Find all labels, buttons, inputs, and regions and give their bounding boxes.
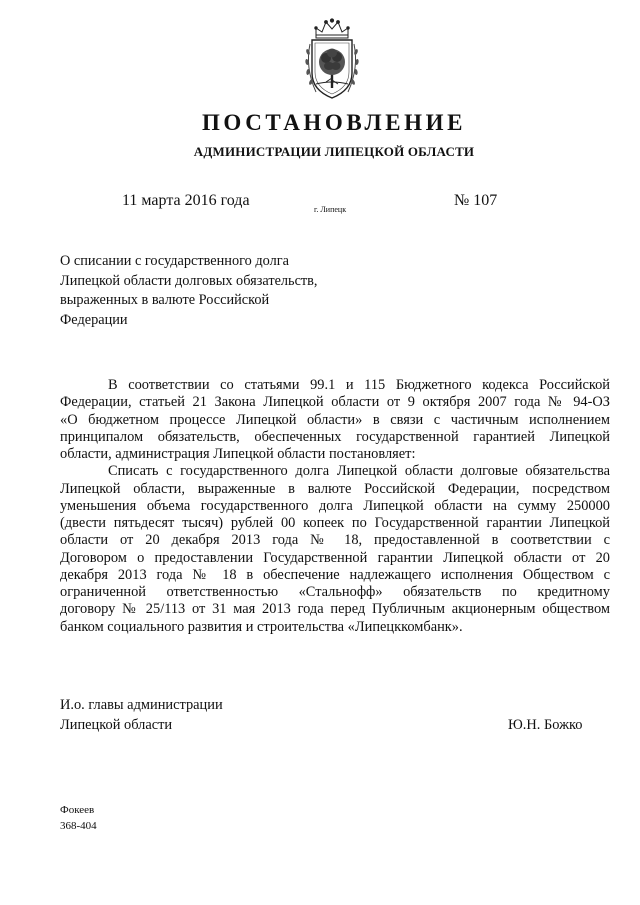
body-line: декабря 2013 года № 18 в обеспечение надлежащего исполнения Обществом с bbox=[60, 566, 610, 583]
signer-name: Ю.Н. Божко bbox=[508, 717, 583, 733]
subject-line: выраженных в валюте Российской bbox=[60, 292, 270, 309]
body-line: области от 20 декабря 2013 года № 18, предоставленной в соответствии с bbox=[60, 532, 610, 549]
body-line: банком социального развития и строительства «Липецккомбанк». bbox=[60, 618, 463, 635]
body-line: (двести пятьдесят тысяч) рублей 00 копеек по Государственной гарантии Липецкой bbox=[60, 515, 610, 531]
document-date: 11 марта 2016 года bbox=[122, 192, 250, 209]
coat-of-arms-emblem bbox=[302, 18, 362, 102]
executor-info bbox=[60, 802, 97, 834]
document-title: ПОСТАНОВЛЕНИЕ bbox=[201, 110, 467, 135]
body-line: области, администрация Липецкой области постановляет: bbox=[60, 446, 416, 462]
executor-phone: 368-404 bbox=[60, 820, 97, 832]
body-line: Списать с государственного долга Липецкой области долговые обязательства bbox=[108, 463, 610, 480]
body-line: договору № 25/113 от 31 мая 2013 года перед Публичным акционерным обществом bbox=[60, 601, 610, 618]
body-line: принципалом обязательств, обеспеченных государственной гарантией Липецкой bbox=[60, 428, 610, 445]
signature-position bbox=[60, 695, 223, 735]
document-body bbox=[60, 377, 610, 636]
document-city: г. Липецк bbox=[314, 205, 347, 214]
signature-position-line: И.о. главы администрации bbox=[60, 697, 223, 713]
body-line: Липецкой области, выраженные в валюте Российской Федерации, посредством bbox=[60, 480, 610, 497]
body-line: уменьшения объема государственного долга Липецкой области на сумму 250000 bbox=[60, 497, 610, 514]
subject-line: Федерации bbox=[60, 311, 128, 328]
body-line: Договором о предоставлении Государственной гарантии Липецкой области от 20 bbox=[60, 549, 610, 566]
body-line: В соответствии со статьями 99.1 и 115 Бюджетного кодекса Российской bbox=[108, 377, 610, 393]
signature-position-line: Липецкой области bbox=[60, 717, 173, 733]
body-line: Федерации, статьей 21 Закона Липецкой области от 9 октября 2007 года № 94-ОЗ bbox=[60, 394, 610, 411]
subject-line: О списании с государственного долга bbox=[60, 253, 289, 269]
document-number: № 107 bbox=[454, 192, 498, 209]
body-line: ограниченной ответственностью «Стальнофф» обязательств по кредитному bbox=[60, 584, 610, 600]
subject-line: Липецкой области долговых обязательств, bbox=[60, 272, 318, 289]
body-line: «О бюджетном процессе Липецкой области» в связи с частичным исполнением bbox=[60, 411, 610, 428]
issuing-authority: АДМИНИСТРАЦИИ ЛИПЕЦКОЙ ОБЛАСТИ bbox=[193, 144, 475, 159]
document-subject bbox=[60, 252, 360, 330]
executor-name: Фокеев bbox=[60, 804, 95, 816]
